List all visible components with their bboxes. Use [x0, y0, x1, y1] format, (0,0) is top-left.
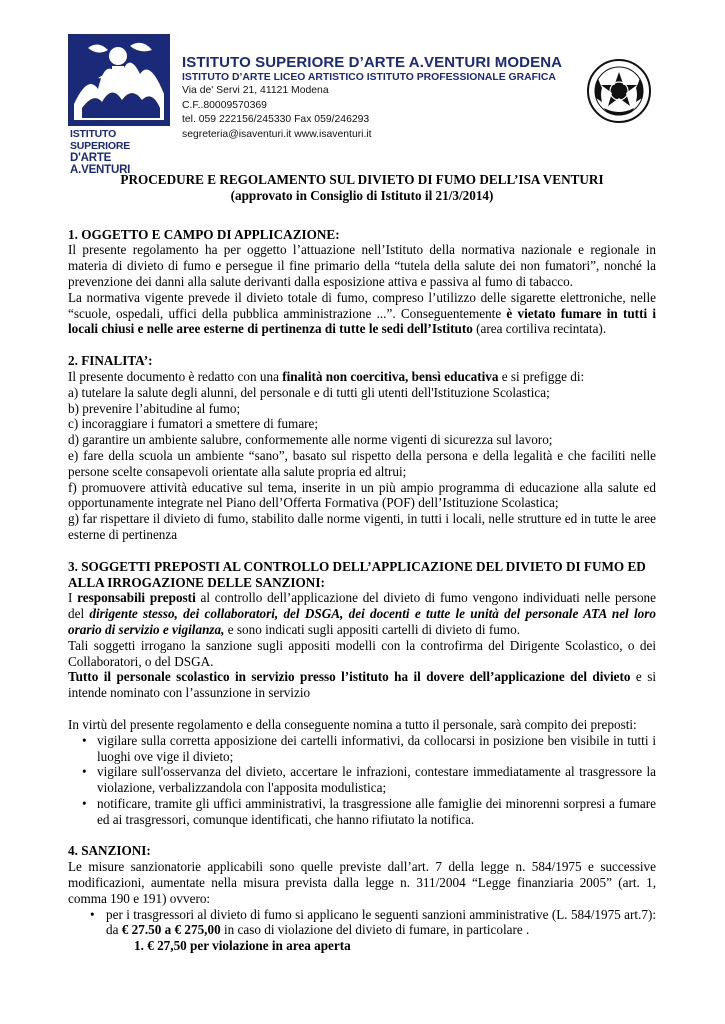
document-title: PROCEDURE E REGOLAMENTO SUL DIVIETO DI FUMO DELL’ISA VENTURI	[120, 172, 604, 187]
bullet-icon: •	[82, 795, 87, 811]
s3-p1-bold: responsabili preposti	[77, 590, 196, 606]
institute-phone: tel. 059 222156/245330 Fax 059/246293	[182, 114, 370, 125]
institute-name: ISTITUTO SUPERIORE D’ARTE A.VENTURI MODENA	[182, 54, 563, 71]
section-1-paragraph-1: Il presente regolamento ha per oggetto l’attuazione nell’Istituto della normativa nazionale e regionale in materia di divieto di fumo e persegue il fine primario della “tutela della salute dei non fumatori”, nonché la prevenzione dei danni alla salute derivanti dalla esposizione attiva e passiva al fumo di tabacco.	[68, 242, 656, 289]
s1-p2-bold: è vietato fumare in tutti i locali chiusi e nelle aree esterne di pertinenza di tutte le sedi dell’Istituto	[68, 305, 657, 337]
bullet-icon: •	[90, 906, 95, 922]
bullet-icon: •	[82, 764, 87, 780]
bullet-icon: •	[82, 732, 87, 748]
section-3-duties-list	[68, 733, 656, 828]
republic-emblem-icon	[586, 58, 652, 124]
list-item	[68, 733, 656, 765]
section-2-item-c: c) incoraggiare i fumatori a smettere di fumare;	[68, 416, 319, 432]
section-2-intro	[68, 369, 656, 385]
section-2-item-e: e) fare della scuola un ambiente “sano”, basato sul rispetto della persona e della legalità e che faciliti nelle persone scelte consapevoli orientate alla salute propria ed altrui;	[68, 447, 656, 479]
institute-info	[182, 54, 562, 142]
s1-p2-text-c: (area cortiliva recintata).	[472, 321, 607, 337]
s4-bullet-a: per i trasgressori al divieto di fumo si applicano le seguenti sanzioni amministrative (L. 584/1975 art.7): da	[106, 906, 656, 938]
s3-bullet-1: vigilare sulla corretta apposizione dei cartelli informativi, da collocarsi in posizione ben visibile in tutti i luoghi ove vige il divieto;	[97, 732, 656, 764]
section-2-item-a: a) tutelare la salute degli alunni, del personale e di tutti gli utenti dell'Istituzione Scolastica;	[68, 384, 550, 400]
s3-p1-bold-italic: dirigente stesso, dei collaboratori, del DSGA, dei docenti e tutte le unità del personale ATA nel loro orario di servizio e vigilanza,	[68, 606, 656, 637]
section-3-paragraph-2: Tali soggetti irrogano la sanzione sugli appositi modelli con la controfirma del Dirigente Scolastico, o dei Collaboratori, o del DSGA.	[68, 637, 656, 669]
s3-p1-a: I	[68, 590, 78, 606]
document-subtitle: (approvato in Consiglio di Istituto il 21/3/2014)	[230, 187, 494, 203]
s3-bullet-2: vigilare sull'osservanza del divieto, accertare le infrazioni, contestare immediatamente al trasgressore la violazione, verbalizzandola con l'apposita modulistica;	[97, 764, 656, 796]
institute-subtitle: ISTITUTO D’ARTE LICEO ARTISTICO ISTITUTO PROFESSIONALE GRAFICA	[182, 72, 556, 83]
s2-intro-a: Il presente documento è redatto con una	[68, 368, 283, 384]
logo-artwork-icon	[68, 34, 170, 126]
section-4-paragraph-1: Le misure sanzionatorie applicabili sono quelle previste dall’art. 7 della legge n. 584/1975 e successive modificazioni, aumentate nella misura prevista dalla legge n. 311/2004 “Legge finanziaria 2005” (art. 1, comma 190 e 191) ovvero:	[68, 859, 656, 906]
s4-bullet-c: in caso di violazione del divieto di fumare, in particolare .	[220, 922, 530, 938]
institute-tax-code: C.F..80009570369	[182, 99, 267, 111]
section-2-heading: 2. FINALITA’:	[68, 353, 153, 369]
section-2-item-g: g) far rispettare il divieto di fumo, stabilito dalle norme vigenti, in tutti i locali, nelle strutture ed in tutte le aree esterne di pertinenza	[68, 511, 656, 542]
section-2-item-d: d) garantire un ambiente salubre, conformemente alle norme vigenti di sicurezza sul lavoro;	[68, 432, 553, 448]
s2-intro-c: e si prefigge di:	[498, 368, 585, 384]
s1-p2-text-a: La normativa vigente prevede il divieto totale di fumo, compreso l’utilizzo delle sigarette elettroniche, nelle “scuole, ospedali, uffici della pubblica amministrazione ...”. Conseguentemente	[68, 289, 656, 321]
institute-address: Via de' Servi 21, 41121 Modena	[182, 85, 329, 96]
section-2-item-f: f) promuovere attività educative sul tema, inserite in un più ampio programma di educazione alla salute ed opportunamente integrate nel Piano dell’Offerta Formativa (POF) dell’Istituzione Scolastica;	[68, 479, 656, 511]
section-3-paragraph-3	[68, 669, 656, 701]
section-3-heading: 3. SOGGETTI PREPOSTI AL CONTROLLO DELL’APPLICAZIONE DEL DIVIETO DI FUMO ED ALLA IRROGAZIONE DELLE SANZIONI:	[68, 558, 646, 590]
institute-email-web: segreteria@isaventuri.it www.isaventuri.it	[182, 128, 372, 140]
section-2-item-b: b) prevenire l’abitudine al fumo;	[68, 400, 241, 416]
section-4-sanctions-list	[68, 907, 656, 939]
s3-p1-c: al controllo dell’applicazione del divieto di fumo vengono individuati nelle persone del	[68, 590, 656, 622]
section-4-numbered-item-1: 1. € 27,50 per violazione in area aperta	[134, 938, 351, 954]
s4-bullet-bold: € 27.50 a € 275,00	[121, 922, 221, 938]
s3-p1-e: e sono indicati sugli appositi cartelli di divieto di fumo.	[224, 621, 520, 637]
section-3-paragraph-4: In virtù del presente regolamento e della conseguente nomina a tutto il personale, sarà compito dei preposti:	[68, 716, 637, 732]
logo-line-1: ISTITUTO SUPERIORE	[70, 128, 131, 152]
section-1-paragraph-2	[68, 290, 656, 337]
list-item	[68, 796, 656, 828]
document-body	[68, 172, 656, 954]
list-item	[68, 764, 656, 796]
section-3-paragraph-1	[68, 590, 656, 637]
letterhead	[68, 34, 668, 176]
s2-intro-bold: finalità non coercitiva, bensì educativa	[282, 368, 499, 384]
s3-bullet-3: notificare, tramite gli uffici amministrativi, la trasgressione alle famiglie dei minorenni sorpresi a fumare ed ai trasgressori, comunque identificati, che hanno rifiutato la notifica.	[97, 795, 656, 827]
logo-line-2: D'ARTE A.VENTURI	[70, 152, 131, 176]
section-1-heading: 1. OGGETTO E CAMPO DI APPLICAZIONE:	[68, 226, 340, 242]
s3-p3-bold: Tutto il personale scolastico in servizio presso l’istituto ha il dovere dell’applicazione del divieto	[68, 669, 631, 685]
institute-logo	[68, 34, 170, 176]
s3-p3-b: e si intende nominato con l’assunzione in servizio	[68, 669, 657, 701]
section-4-heading: 4. SANZIONI:	[68, 843, 151, 859]
list-item	[68, 907, 656, 939]
